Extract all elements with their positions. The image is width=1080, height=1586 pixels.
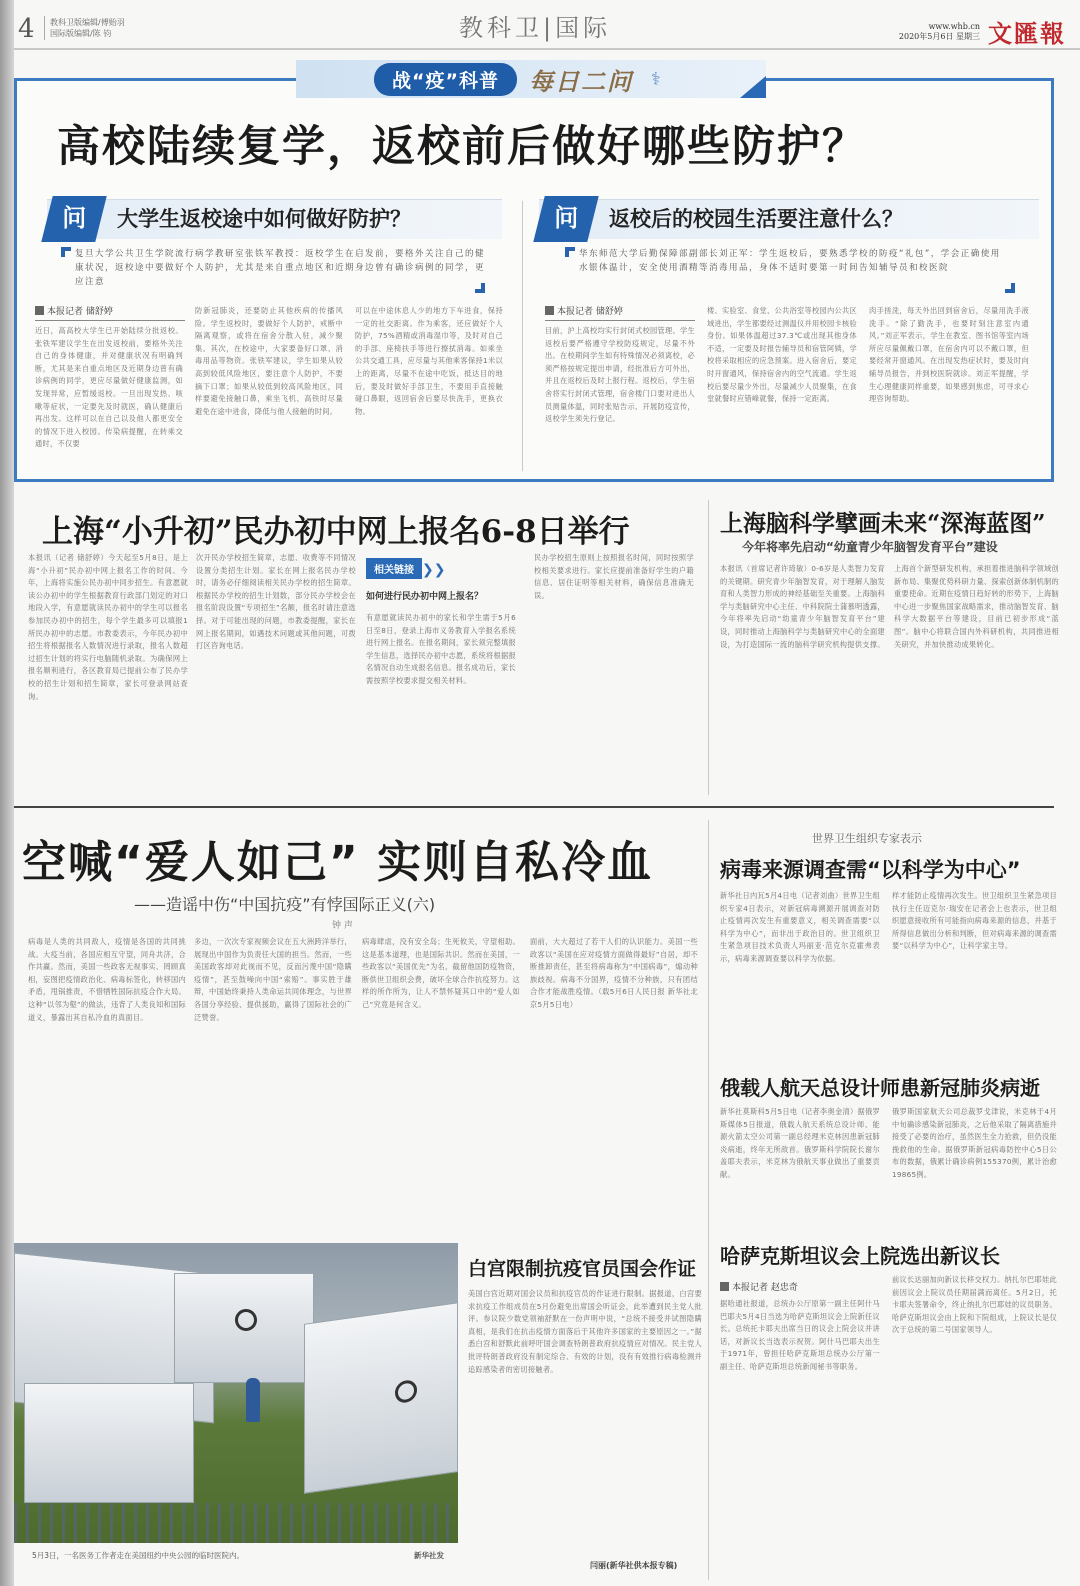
related-link-tag: 相关链接 bbox=[366, 558, 422, 579]
medical-worker-figure bbox=[246, 1378, 260, 1422]
column-divider bbox=[522, 201, 523, 471]
article-column: 防新冠肺炎，还要防止其他疾病的传播风险。学生返校时，要做好个人防护，戒断中隔离观察，或将在宿舍分散入驻，减少聚集。其次，在校途中，大家要备好口罩、消毒用品等物资。张铁军建议，学生如果从较高到较低风险地区，要注意个人防护，不要摘下口罩；如果从较低到较高风险地区，同样要避免接触口鼻，乘坐飞机、高铁时尽量避免在途中进食，降低与他人接触的时间。 bbox=[195, 306, 343, 416]
quote-close-icon bbox=[1005, 283, 1015, 293]
section-rule bbox=[14, 806, 1054, 808]
question-bar-right bbox=[539, 199, 1039, 239]
article-column: 楼、实验室、食堂、公共浴室等校园内公共区域进出，学生都要经过测温仪并用校园卡核验身份。如果体温超过37.3℃或出现其他身体不适，一定要及时报告辅导员和宿管阿姨，学校将采取相应的应急预案。进入宿舍后，要定时开窗通风，保持宿舍内的空气流通。学生返校后要尽量少外出，尽量减少人员聚集，在食堂就餐时应错峰就餐，保持一定距离。 bbox=[707, 306, 857, 404]
article-column: 上海首个新型研发机构，承担着推进脑科学领域创新布局、集聚优势科研力量、探索创新体制机制的重要使命。近期在疫情日趋好转的形势下，上海脑中心进一步聚焦国家战略需求，推动脑智发育、脑科学大数据平台等建设，目前已初步形成“蓝图”。脑中心将联合国内外科研机构，共同推进相关研究，并加快推动成果转化。 bbox=[894, 564, 1059, 649]
article-column: 面前，大大超过了若干人们的认识能力。美国一些政客以“美国在应对疫情方面做得最好”自居，却不断推卸责任，甚至将病毒称为“中国病毒”，煽动种族歧视。病毒不分国界，疫情不分种族，只有团结合作才能战胜疫情。（载5月6日人民日报 新华社北京5月5日电） bbox=[530, 937, 698, 1009]
question-left: 大学生返校途中如何做好防护？ bbox=[117, 206, 411, 231]
article-column: 民办学校招生原则上按照报名时间，同时按照学校相关要求进行。家长应提前准备好学生的户籍信息、居住证明等相关材料，确保信息准确无误。 bbox=[534, 553, 694, 600]
section-title: 教科卫|国际 bbox=[459, 14, 612, 42]
quote-open-icon bbox=[61, 247, 71, 257]
article-column: 新华社莫斯科5月5日电（记者李奥金清）据俄罗斯媒体5日报道，俄载人航天系统总设计师、能源火箭太空公司第一副总经理米克林因患新冠肺炎病逝，终年无所敌首。俄罗斯科学院院长谢尔盖耶夫表示，米克林为俄航天事业做出了重要贡献。 bbox=[720, 1107, 880, 1179]
kazakhstan-byline: 本报记者 赵忠奇 bbox=[720, 1280, 870, 1296]
quote-right: 华东师范大学后勤保障部副部长刘正军：学生返校后，要熟悉学校的防疫“礼包”，学会正确使用水银体温计，安全使用酒精等消毒用品，身体不适时要第一时间告知辅导员和校医院 bbox=[579, 249, 1001, 273]
article-column: 俄罗斯国家航天公司总裁罗戈津说，米克林于4月中旬确诊感染新冠肺炎，之后他采取了隔离措施并接受了必要的治疗，虽然医生全力抢救，但仍没能挽救他的生命。据俄罗斯新冠病毒防控中心5日公布的数据，俄累计确诊病例155370例，累计治愈19865例。 bbox=[892, 1107, 1057, 1179]
cross-logo-icon bbox=[395, 1379, 417, 1404]
article-column: 本报讯（首席记者许琦敏）0-6岁是人类智力发育的关键期。研究青少年脑智发育，对于理解人脑发育和人类智力形成的神经基础至关重要。上海脑科学与类脑研究中心主任、中科院院士蒲慕明透露，今年将率先启动“幼童青少年脑智发育平台”建设，同时推动上海脑科学与类脑研究中心的全面建设，为打造国际一流的脑科学研究机构提供支撑。 bbox=[720, 564, 885, 649]
article-column: 次开民办学校招生简章，志愿、收费等不同情况设置分类招生计划。家长在网上报名民办学校时，请务必仔细阅读相关民办学校的招生简章。根据民办学校的招生计划数，部分民办学校会在报名阶段设置“专项招生”名额，报名时请注意选择。对于可能出现的问题，市教委提醒，家长在网上报名期间，如遇技术问题或其他问题，可拨打区咨询电话。 bbox=[196, 553, 356, 651]
article-column: 据哈通社报道，总统办公厅原第一副主任阿什马巴耶夫5月4日当选为哈萨克斯坦议会上院新任议长。总统托卡耶夫出席当日的议会上院会议并讲话，对新议长当选表示祝贺。阿什马巴耶夫出生于1971年，曾担任哈萨克斯坦总统办公厅第一副主任、哈萨克斯坦总统新闻秘书等职务。 bbox=[720, 1299, 880, 1371]
russia-headline: 俄载人航天总设计师患新冠肺炎病逝 bbox=[720, 1076, 1040, 1100]
article-column: 目前，沪上高校均实行封闭式校园管理。学生返校后要严格遵守学校防疫规定，尽量不外出。在校期间学生如有特殊情况必须离校，必须严格按规定提出申请，经批准后方可外出，并且在返校后及时上报行程。返校后，学生宿舍将实行封闭式管理，宿舍楼门口要对进出人员测量体温，同时张贴告示、开展防疫宣传，返校学生须先行登记。 bbox=[545, 326, 695, 424]
banner-pill: 战“疫”科普 bbox=[374, 63, 517, 96]
article-column: 新华社日内瓦5月4日电（记者刘曲）世界卫生组织专家4日表示，对新冠病毒溯源开展调查对防止疫情再次发生有重要意义，相关调查需要“以科学为中心”，而非出于政治目的。世卫组织卫生紧急项目技术负责人玛丽亚·范克尔克霍弗表示，病毒来源调查要以科学为依据。 bbox=[720, 891, 880, 963]
article-column: 病毒肆虐，没有安全岛；生死攸关，守望相助。这是基本道理，也是国际共识。然而在美国，一些政客以“美国优先”为名，截留他国防疫物资，断供世卫组织会费，破坏全球合作抗疫努力。这样的所作所为，让人不禁怀疑其口中的“爱人如己”究竟是何含义。 bbox=[362, 937, 520, 1009]
chevron-right-icon: ❯❯ bbox=[422, 562, 446, 578]
brain-subhead: 今年将率先启动“幼童青少年脑智发育平台”建设 bbox=[742, 540, 998, 554]
feature-box bbox=[14, 78, 1054, 482]
tent bbox=[24, 1383, 194, 1503]
article-column: 有意愿就读民办初中的家长和学生需于5月6日至8日，登录上海市义务教育入学报名系统进行网上报名。在报名期间，家长须完整填报学生信息，选择民办初中志愿，系统将根据报名情况自动生成报名信息。报名成功后，家长需按照学校要求提交相关材料。 bbox=[366, 613, 516, 685]
enrollment-headline: 上海“小升初”民办初中网上报名6-8日举行 bbox=[42, 514, 630, 550]
masthead-divider bbox=[44, 16, 45, 40]
quote-open-icon bbox=[565, 247, 575, 257]
quote-close-icon bbox=[475, 283, 485, 293]
article-column: 肉手搓洗，每天外出回到宿舍后，尽量用洗手液洗手。“除了勤洗手，也要时刻注意室内通风。”刘正军表示，学生在教室、图书馆等室内场所应尽量佩戴口罩，在宿舍内可以不戴口罩，但要经常开窗通风。在出现发热症状时，要及时向辅导员报告，并到校医院就诊。刘正军提醒，学生心理健康同样重要，如果感到焦虑，可寻求心理咨询帮助。 bbox=[869, 306, 1029, 404]
question-tag: 问 bbox=[41, 196, 106, 242]
page-spine-shadow bbox=[0, 0, 14, 1586]
article-column: 可以在中途休息人少的地方下车进食，保持一定的社交距离。作为乘客，还应做好个人防护，75%酒精或消毒湿巾等，及时对自己的手部、座椅扶手等进行擦拭消毒。如乘坐公共交通工具，应尽量与其他乘客保持1米以上的距离，尽量不在途中吃饭，抵达目的地后，要及时做好手部卫生，不要用手直接触碰口鼻眼，返回宿舍后要尽快洗手，更换衣物。 bbox=[355, 306, 503, 416]
column-divider bbox=[708, 500, 709, 795]
publication-meta bbox=[899, 22, 980, 42]
quote-left: 复旦大学公共卫生学院流行病学教研室张铁军教授：返校学生在启发前，要格外关注自己的健康状况，返校途中要做好个人防护，尤其是来自重点地区和近期身边曾有确诊病例的同学，更应注意 bbox=[75, 249, 486, 287]
masthead bbox=[14, 0, 1080, 50]
kazakhstan-headline: 哈萨克斯坦议会上院选出新议长 bbox=[720, 1244, 1000, 1268]
issue-date: 2020年5月6日 星期三 bbox=[898, 31, 980, 41]
article-column: 病毒是人类的共同敌人，疫情是各国的共同挑战。大疫当前，各国应相互守望，同舟共济，合作共赢。然而，美国一些政客无视事实、罔顾真相，妄图把疫情政治化、病毒标签化，转移国内矛盾，甩锅推责，不惜牺牲国际抗疫合作大局。这种“以邻为壑”的做法，违背了人类良知和国际道义，暴露出其自私冷血的真面目。 bbox=[28, 937, 186, 1022]
newspaper-logo: 文匯報 bbox=[988, 19, 1066, 48]
masthead-right bbox=[899, 14, 1066, 49]
cross-logo-icon bbox=[235, 1309, 257, 1331]
news-photo-field-hospital bbox=[14, 1243, 458, 1543]
banner-daily-label: 每日二问 bbox=[528, 67, 633, 96]
opinion-subhead: ——造谣中伤“中国抗疫”有悖国际正义(六) bbox=[134, 895, 436, 914]
feature-banner bbox=[296, 60, 766, 98]
byline-left: 本报记者 储舒婷 bbox=[35, 304, 185, 321]
page-number: 4 bbox=[18, 14, 35, 44]
editors-credit: 教科卫版编辑/傅贻羽 国际版编辑/陈 钧 bbox=[50, 18, 125, 38]
question-bar-left bbox=[47, 199, 502, 239]
article-column: 近日，高高校大学生已开始陆续分批返校。张铁军建议学生在出发返校前，要格外关注自己的身体健康，并对健康状况有明确判断，尤其是来自重点地区及近期身边曾有确诊病例的同学，更应尽量做好健康监测，如发现异常，应暂缓返校。一旦出现发热、咳嗽等症状，一定要先及时就医，确认健康后再出发。这样可以在自己以及他人都更安全的情况下进入校园。传染病提醒，在转乘交通时，不仅要 bbox=[35, 326, 183, 449]
who-headline: 病毒来源调查需“以科学为中心” bbox=[720, 858, 1021, 882]
tent bbox=[174, 1273, 314, 1383]
article-column: 美国白宫近期对国会议员和抗疫官员的作证进行限制。据报道，白宫要求抗疫工作组成员在5月份避免出席国会听证会，此举遭到民主党人批评。参议院少数党领袖舒默在一份声明中说，“总统不接受并试图隐瞒真相，是我们在抗击疫情方面落后于其他许多国家的主要原因之一。”据悉白宫和舒默此前呼吁国会调查特朗普政府抗疫情应对情况。民主党人批评特朗普政府没有制定综合、有效的计划，没有有效推行病毒检测并追踪感染者的密切接触者。 bbox=[468, 1289, 702, 1374]
article-column: 本报讯（记者 储舒婷）今天起至5月8日，是上海“小升初”民办初中网上报名工作的时间。今年，上海将实施公民办初中同步招生。有意愿就读公办初中的学生根据教育行政部门划定的对口地段入学，有意愿就读民办初中的学生可以报名参加民办初中的招生，每个学生最多可以填报1所民办初中的志愿。市教委表示，今年民办初中招生将根据报名人数情况进行录取，报名人数超过招生计划的将实行电脑随机录取。为确保网上报名顺利进行，各区教育局已提前公布了民办学校的招生计划和招生简章，家长可登录网站查询。 bbox=[28, 553, 188, 701]
stethoscope-icon: ⚕ bbox=[650, 68, 661, 90]
whitehouse-credit: 闫丽(新华社供本报专稿) bbox=[590, 1561, 678, 1570]
photo-caption: 5月3日，一名医务工作者走在美国纽约中央公园的临时医院内。 bbox=[32, 1551, 245, 1560]
byline-right: 本报记者 储舒婷 bbox=[545, 304, 695, 321]
photo-credit: 新华社发 bbox=[414, 1551, 444, 1560]
question-right: 返校后的校园生活要注意什么？ bbox=[609, 206, 903, 231]
question-tag: 问 bbox=[533, 196, 598, 242]
column-divider bbox=[708, 820, 709, 1580]
website: www.whb.cn bbox=[928, 21, 980, 31]
brain-headline: 上海脑科学擘画未来“深海蓝图” bbox=[720, 510, 1046, 537]
banner-corner-decoration bbox=[740, 76, 766, 98]
opinion-author: 钟 声 bbox=[332, 921, 353, 931]
article-column: 多边，一次次专家视频会议在五大洲跨洋举行，展现出中国作为负责任大国的担当。然而，一些美国政客却对此视而不见，反而污蔑中国“隐瞒疫情”，甚至鼓噪向中国“索赔”。事实胜于雄辩，中国始终秉持人类命运共同体理念，与世界各国分享经验、提供援助，赢得了国际社会的广泛赞誉。 bbox=[194, 937, 352, 1022]
tent bbox=[304, 1302, 458, 1494]
related-link-box bbox=[366, 558, 483, 602]
article-column: 样才能防止疫情再次发生。世卫组织卫生紧急项目执行主任迈克尔·瑞安在记者会上也表示，世卫组织愿意接收所有可能指向病毒来源的信息，并基于所得信息做出分析和判断，但对病毒来源的调查需要“以科学为中心”，让科学家主导。 bbox=[892, 891, 1057, 951]
who-kicker: 世界卫生组织专家表示 bbox=[812, 832, 922, 845]
opinion-headline: 空喊“爱人如己” 实则自私冷血 bbox=[22, 837, 654, 888]
whitehouse-headline: 白宫限制抗疫官员国会作证 bbox=[468, 1258, 697, 1280]
related-question: 如何进行民办初中网上报名？ bbox=[366, 592, 484, 602]
fence bbox=[14, 1503, 458, 1543]
article-column: 前议长达丽加向新议长移交权力。纳扎尔巴耶娃此前因议会上院议员任期届满而离任。5月2日，托卡耶夫签署命令，终止纳扎尔巴耶娃的议员职务。哈萨克斯坦议会由上院和下院组成，上院议长是仅次于总统的第二号国家领导人。 bbox=[892, 1275, 1057, 1335]
feature-headline: 高校陆续复学，返校前后做好哪些防护？ bbox=[57, 122, 867, 172]
newspaper-page bbox=[14, 0, 1080, 1586]
